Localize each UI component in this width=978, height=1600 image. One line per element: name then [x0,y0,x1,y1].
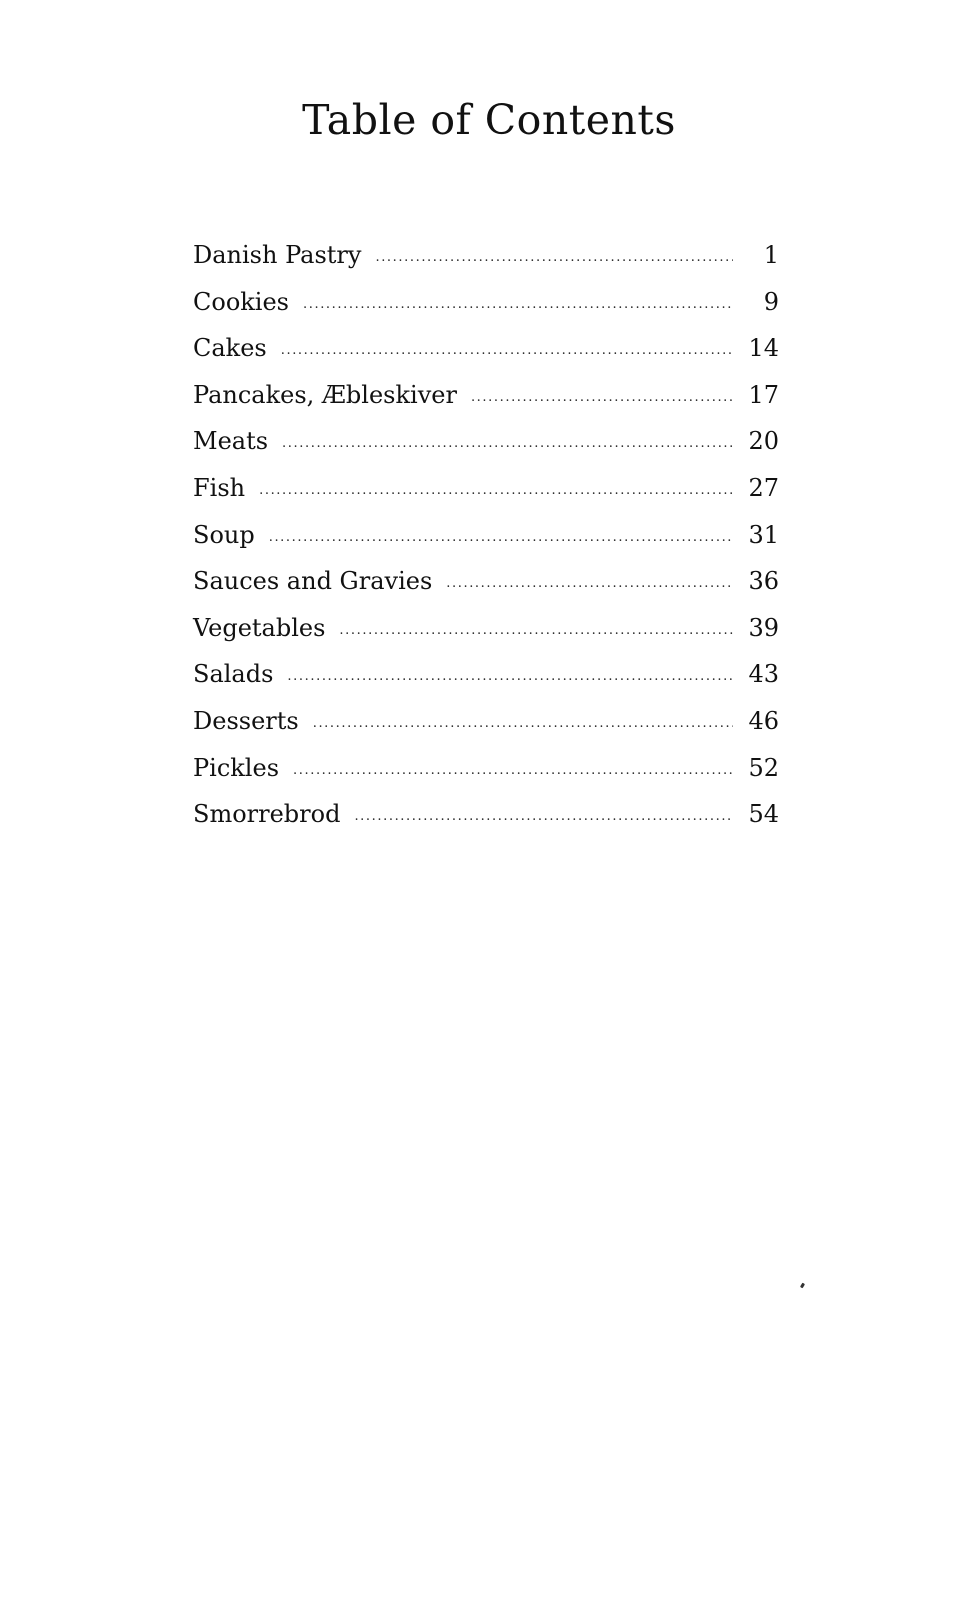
table-of-contents [193,232,779,838]
toc-entry[interactable] [193,325,779,372]
toc-entry-title: Salads [193,660,274,689]
toc-entry-page: 54 [748,800,779,829]
dot-leader [293,748,733,795]
dot-leader [287,654,733,701]
toc-entry-page: 14 [748,334,779,363]
dot-leader [281,328,733,375]
toc-entry-title: Meats [193,427,269,456]
toc-entry-title: Smorrebrod [193,800,341,829]
toc-entry-page: 39 [748,613,779,642]
dot-leader [259,468,733,515]
toc-entry-page: 43 [748,660,779,689]
toc-entry[interactable] [193,418,779,465]
toc-entry-title: Desserts [193,706,299,735]
dot-leader [313,701,733,748]
toc-entry-title: Cookies [193,287,289,316]
toc-entry[interactable] [193,512,779,559]
toc-entry-title: Vegetables [193,613,326,642]
toc-entry-page: 31 [748,520,779,549]
toc-entry[interactable] [193,791,779,838]
toc-entry-title: Pickles [193,753,280,782]
toc-entry-page: 36 [748,567,779,596]
toc-entry-title: Cakes [193,334,267,363]
toc-entry[interactable] [193,558,779,605]
toc-entry-page: 27 [748,473,779,502]
dot-leader [375,235,733,282]
dot-leader [339,608,733,655]
toc-entry-title: Fish [193,473,246,502]
toc-entry-page: 52 [748,753,779,782]
toc-entry[interactable] [193,372,779,419]
toc-entry[interactable] [193,651,779,698]
toc-entry[interactable] [193,745,779,792]
toc-entry-title: Soup [193,520,255,549]
toc-entry-page: 46 [748,706,779,735]
toc-entry[interactable] [193,605,779,652]
ink-speck [800,1283,805,1289]
dot-leader [282,421,733,468]
toc-entry-page: 20 [748,427,779,456]
dot-leader [446,561,733,608]
dot-leader [303,282,733,329]
toc-entry[interactable] [193,465,779,512]
dot-leader [354,794,733,841]
toc-entry-page: 17 [748,380,779,409]
toc-entry[interactable] [193,698,779,745]
toc-entry-page: 1 [763,241,779,269]
toc-entry-title: Sauces and Gravies [193,567,433,596]
dot-leader [471,375,733,422]
toc-entry[interactable] [193,232,779,279]
page-title: Table of Contents [302,96,676,144]
dot-leader [269,515,733,562]
toc-entry-title: Danish Pastry [193,241,362,269]
toc-entry-page: 9 [763,287,779,316]
toc-entry-title: Pancakes, Æbleskiver [193,380,457,409]
toc-entry[interactable] [193,279,779,326]
